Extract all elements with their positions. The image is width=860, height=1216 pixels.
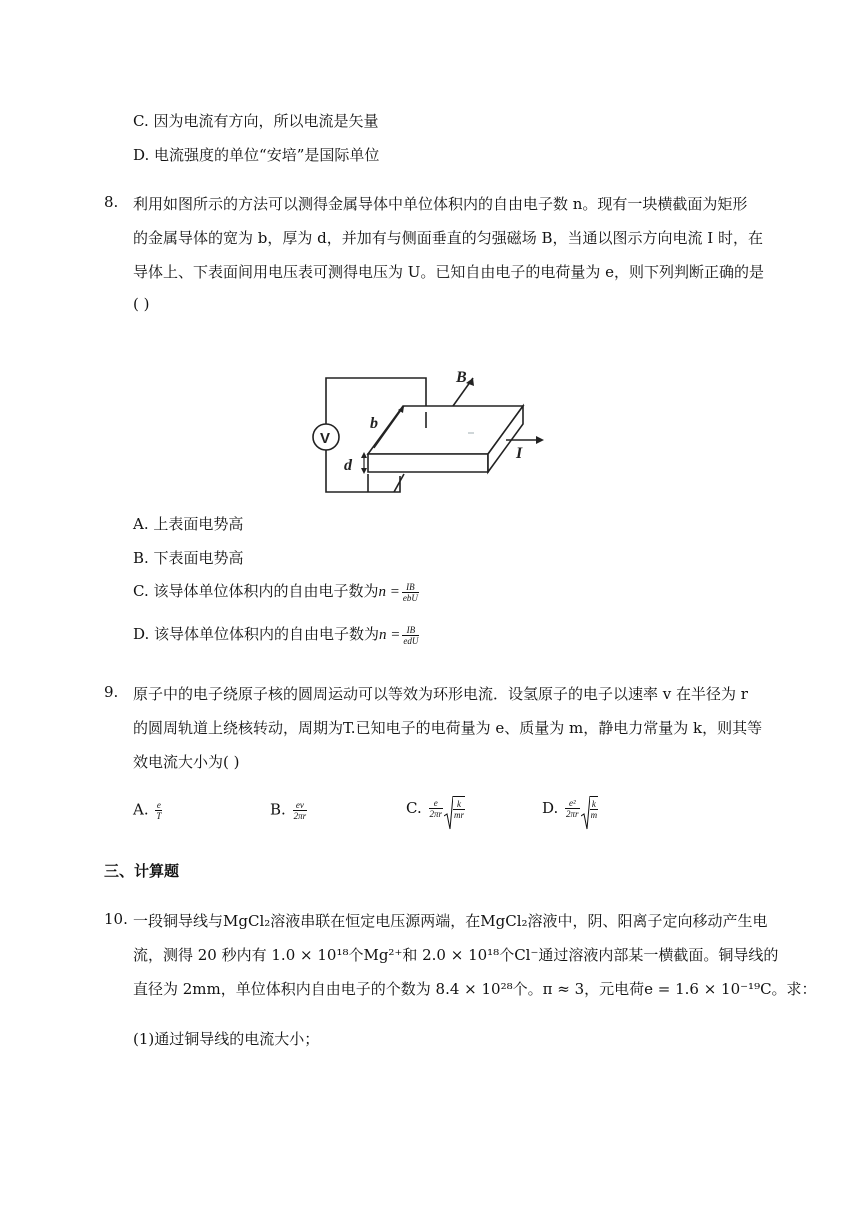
q8-option-d-n-eq: n = — [379, 627, 401, 643]
q8-option-a: A. 上表面电势高 — [133, 515, 244, 533]
q8-option-d — [133, 623, 419, 646]
q7-option-c: C. 因为电流有方向，所以电流是矢量 — [133, 112, 379, 130]
option-label: B. — [270, 800, 286, 819]
option-label: C. — [406, 799, 422, 817]
q10-number: 10. — [104, 910, 128, 928]
option-label: D. — [542, 799, 559, 817]
q9-option-a-fraction — [155, 800, 162, 821]
thickness-label: d — [344, 457, 352, 474]
q8-line-1: 利用如图所示的方法可以测得金属导体中单位体积内的自由电子数 n。现有一块横截面为矩形 — [133, 195, 748, 213]
section-title: 三、计算题 — [104, 862, 180, 880]
fraction-numerator: IB — [402, 582, 419, 593]
q9-option-c-fraction — [429, 798, 444, 819]
q8-option-d-text: D. 该导体单位体积内的自由电子数为 — [133, 625, 380, 643]
q8-option-d-fraction — [402, 625, 419, 646]
q10-subquestion-1: (1)通过铜导线的电流大小； — [133, 1030, 320, 1048]
fraction-numerator: e — [156, 800, 161, 810]
q7-option-d: D. 电流强度的单位“安培”是国际单位 — [133, 146, 380, 164]
q9-option-a — [133, 800, 162, 821]
q9-option-b-fraction — [293, 800, 308, 821]
q8-option-c — [133, 580, 419, 603]
q9-option-c-sqrt — [444, 796, 465, 820]
q8-number: 8. — [104, 193, 119, 211]
q8-option-c-fraction — [402, 582, 419, 603]
fraction-numerator: e — [429, 798, 444, 809]
q9-option-d-fraction — [565, 798, 580, 819]
fraction-numerator: k — [590, 799, 599, 810]
q10-line-2: 流，测得 20 秒内有 1.0 × 10¹⁸个Mg²⁺和 2.0 × 10¹⁸个Cl⁻通过溶液内部某一横截面。铜导线的 — [133, 946, 779, 964]
conductor-front-face — [368, 454, 488, 472]
q8-line-3: 导体上、下表面间用电压表可测得电压为 U。已知自由电子的电荷量为 e，则下列判断正确的是 — [133, 263, 765, 281]
q9-line-2: 的圆周轨道上绕核转动，周期为T.已知电子的电荷量为 e、质量为 m，静电力常量为 k，则其等 — [133, 719, 763, 737]
fraction-numerator: IB — [402, 625, 419, 636]
q8-option-c-text: C. 该导体单位体积内的自由电子数为 — [133, 582, 379, 600]
fraction-numerator: e² — [565, 798, 580, 809]
voltmeter-label: V — [320, 430, 331, 447]
width-label: b — [370, 415, 378, 432]
fraction-denominator: ebU — [402, 592, 418, 603]
q9-option-d — [542, 796, 598, 820]
fraction-denominator: 2πr — [293, 811, 307, 821]
q9-line-3: 效电流大小为( ) — [133, 753, 240, 771]
q8-line-4: ( ) — [133, 295, 150, 313]
fraction-denominator: edU — [403, 635, 419, 646]
q8-option-b: B. 下表面电势高 — [133, 549, 244, 567]
fraction-denominator: T — [156, 811, 162, 821]
q8-line-2: 的金属导体的宽为 b，厚为 d，并加有与侧面垂直的匀强磁场 B，当通以图示方向电流 I 时，在 — [133, 229, 763, 247]
magnetic-field-label: B — [456, 369, 467, 386]
fraction-denominator: mr — [454, 810, 465, 820]
q9-option-c — [406, 796, 465, 820]
q9-line-1: 原子中的电子绕原子核的圆周运动可以等效为环形电流．设氢原子的电子以速率 v 在半径为 r — [133, 685, 748, 703]
fraction-denominator: 2πr — [566, 808, 579, 819]
hall-effect-figure — [308, 366, 558, 498]
fraction-numerator: ev — [293, 800, 308, 811]
q10-line-3: 直径为 2mm，单位体积内自由电子的个数为 8.4 × 10²⁸个。π ≈ 3，元电荷e = 1.6 × 10⁻¹⁹C。求： — [133, 980, 817, 998]
q9-option-b — [270, 800, 307, 821]
q10-line-1: 一段铜导线与MgCl₂溶液串联在恒定电压源两端，在MgCl₂溶液中，阴、阳离子定向移动产生电 — [133, 912, 768, 930]
current-label: I — [516, 445, 523, 462]
fraction-denominator: 2πr — [429, 808, 443, 819]
q8-option-c-n-eq: n = — [378, 584, 400, 600]
q9-option-d-sqrt — [581, 796, 599, 820]
option-label: A. — [133, 800, 149, 819]
fraction-denominator: m — [590, 810, 598, 820]
q9-number: 9. — [104, 683, 119, 701]
fraction-numerator: k — [453, 799, 465, 810]
